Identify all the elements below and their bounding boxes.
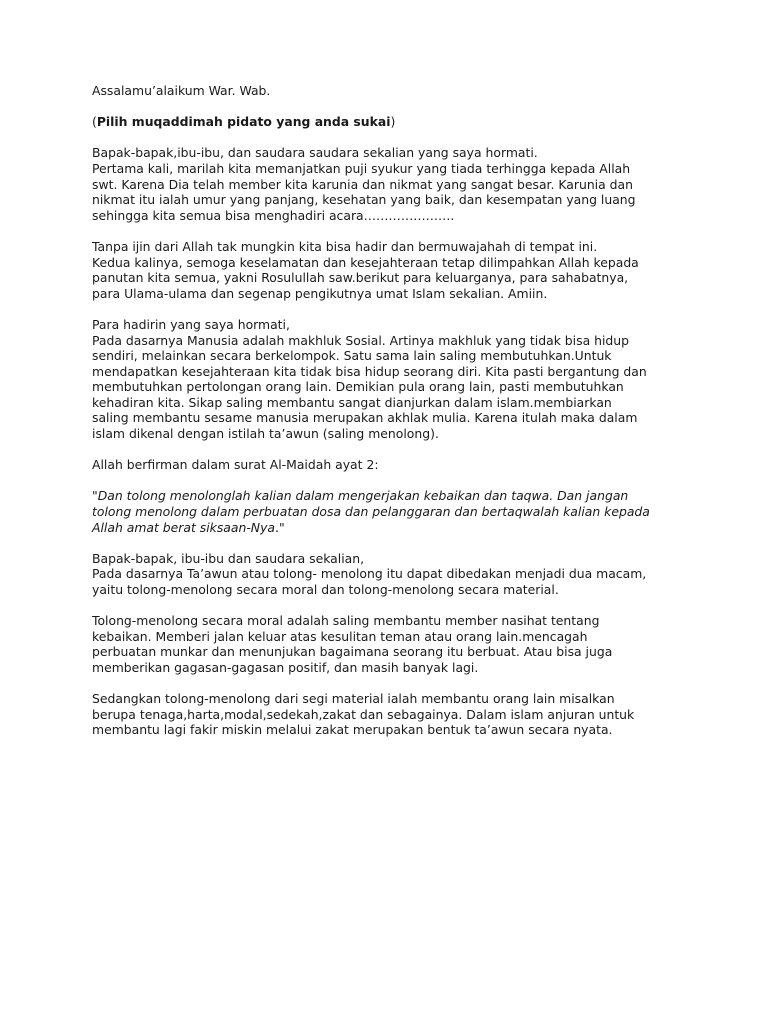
paragraph-taawun-types	[92, 551, 682, 598]
document-body	[92, 83, 682, 738]
text-line: para Ulama-ulama dan segenap pengikutnya umat Islam sekalian. Amiin.	[92, 285, 548, 301]
text-line: yaitu tolong-menolong secara moral dan tolong-menolong secara material.	[92, 582, 559, 597]
paragraph-material-help	[92, 691, 682, 738]
paragraph-verse-intro: Allah berfirman dalam surat Al-Maidah ayat 2:	[92, 457, 379, 473]
text-line: Tolong-menolong secara moral adalah saling membantu member nasihat tentang	[92, 613, 600, 629]
instruction-text: Pilih muqaddimah pidato yang anda sukai	[96, 114, 391, 130]
text-line: Pada dasarnya Manusia adalah makhluk Sosial. Artinya makhluk yang tidak bisa hidup	[92, 332, 629, 348]
text-line: saling membantu sesame manusia merupakan akhlak mulia. Karena itulah maka dalam	[92, 410, 638, 426]
text-line: panutan kita semua, yakni Rosulullah saw.berikut para keluarganya, para sahabatnya,	[92, 270, 629, 286]
text-line: mendapatkan kesejahteraan kita tidak bisa hidup seorang diri. Kita pasti bergantung dan	[92, 363, 647, 379]
paragraph-social-being	[92, 317, 682, 442]
text-line: Tanpa ijin dari Allah tak mungkin kita bisa hadir dan bermuwajahah di tempat ini.	[92, 238, 598, 254]
text-line: sehingga kita semua bisa menghadiri acara………………….	[92, 207, 455, 223]
text-line: Kedua kalinya, semoga keselamatan dan kesejahteraan tetap dilimpahkan Allah kepada	[92, 254, 639, 270]
text-line: Sedangkan tolong-menolong dari segi material ialah membantu orang lain misalkan	[92, 691, 615, 707]
text-line: kebaikan. Memberi jalan keluar atas kesulitan teman atau orang lain.mencagah	[92, 628, 588, 644]
quote-text: Allah amat berat siksaan-Nya	[92, 519, 276, 535]
text-line: nikmat itu ialah umur yang panjang, kesehatan yang baik, dan kesempatan yang luang	[92, 192, 636, 208]
paragraph-salawat	[92, 239, 682, 301]
text-line: kehadiran kita. Sikap saling membantu sangat dianjurkan dalam islam.membiarkan	[92, 394, 612, 410]
text-line: Pertama kali, marilah kita memanjatkan puji syukur yang tiada terhingga kepada Allah	[92, 160, 631, 176]
instruction-open-paren: (	[92, 114, 97, 130]
quote-open-mark: "	[92, 488, 98, 504]
quote-line: tolong menolong dalam perbuatan dosa dan pelanggaran dan bertaqwalah kalian kepada	[92, 504, 650, 520]
text-line: berupa tenaga,harta,modal,sedekah,zakat dan sebagainya. Dalam islam anjuran untuk	[92, 706, 635, 722]
greeting: Assalamu’alaikum War. Wab.	[92, 83, 271, 98]
text-line: membantu lagi fakir miskin melalui zakat merupakan bentuk ta’awun secara nyata.	[92, 722, 613, 738]
instruction	[92, 114, 682, 130]
quote-line	[92, 520, 682, 536]
text-line: Bapak-bapak, ibu-ibu dan saudara sekalian,	[92, 550, 365, 566]
text-line: Pada dasarnya Ta’awun atau tolong- menolong itu dapat dibedakan menjadi dua macam,	[92, 566, 647, 582]
text-line: membutuhkan pertolongan orang lain. Demikian pula orang lain, pasti membutuhkan	[92, 379, 624, 395]
text-line: memberikan gagasan-gagasan positif, dan masih banyak lagi.	[92, 659, 479, 675]
paragraph-moral-help	[92, 613, 682, 675]
instruction-close-paren: )	[390, 114, 396, 130]
paragraph-opening	[92, 145, 682, 223]
text-line: sendiri, melainkan secara berkelompok. Satu sama lain saling membutuhkan.Untuk	[92, 348, 612, 364]
text-line: perbuatan munkar dan menunjukan bagaimana seorang itu berbuat. Atau bisa juga	[92, 644, 613, 660]
text-line: Para hadirin yang saya hormati,	[92, 316, 290, 332]
text-line: swt. Karena Dia telah member kita karunia dan nikmat yang sangat besar. Karunia dan	[92, 176, 633, 192]
quote-close-mark: ."	[275, 519, 285, 535]
quote-text: Dan tolong menolonglah kalian dalam mengerjakan kebaikan dan taqwa. Dan jangan	[97, 488, 629, 504]
quote-line	[92, 488, 682, 504]
text-line: islam dikenal dengan istilah ta’awun (saling menolong).	[92, 426, 439, 442]
quote-block	[92, 488, 682, 535]
text-line: Bapak-bapak,ibu-ibu, dan saudara saudara sekalian yang saya hormati.	[92, 145, 538, 161]
